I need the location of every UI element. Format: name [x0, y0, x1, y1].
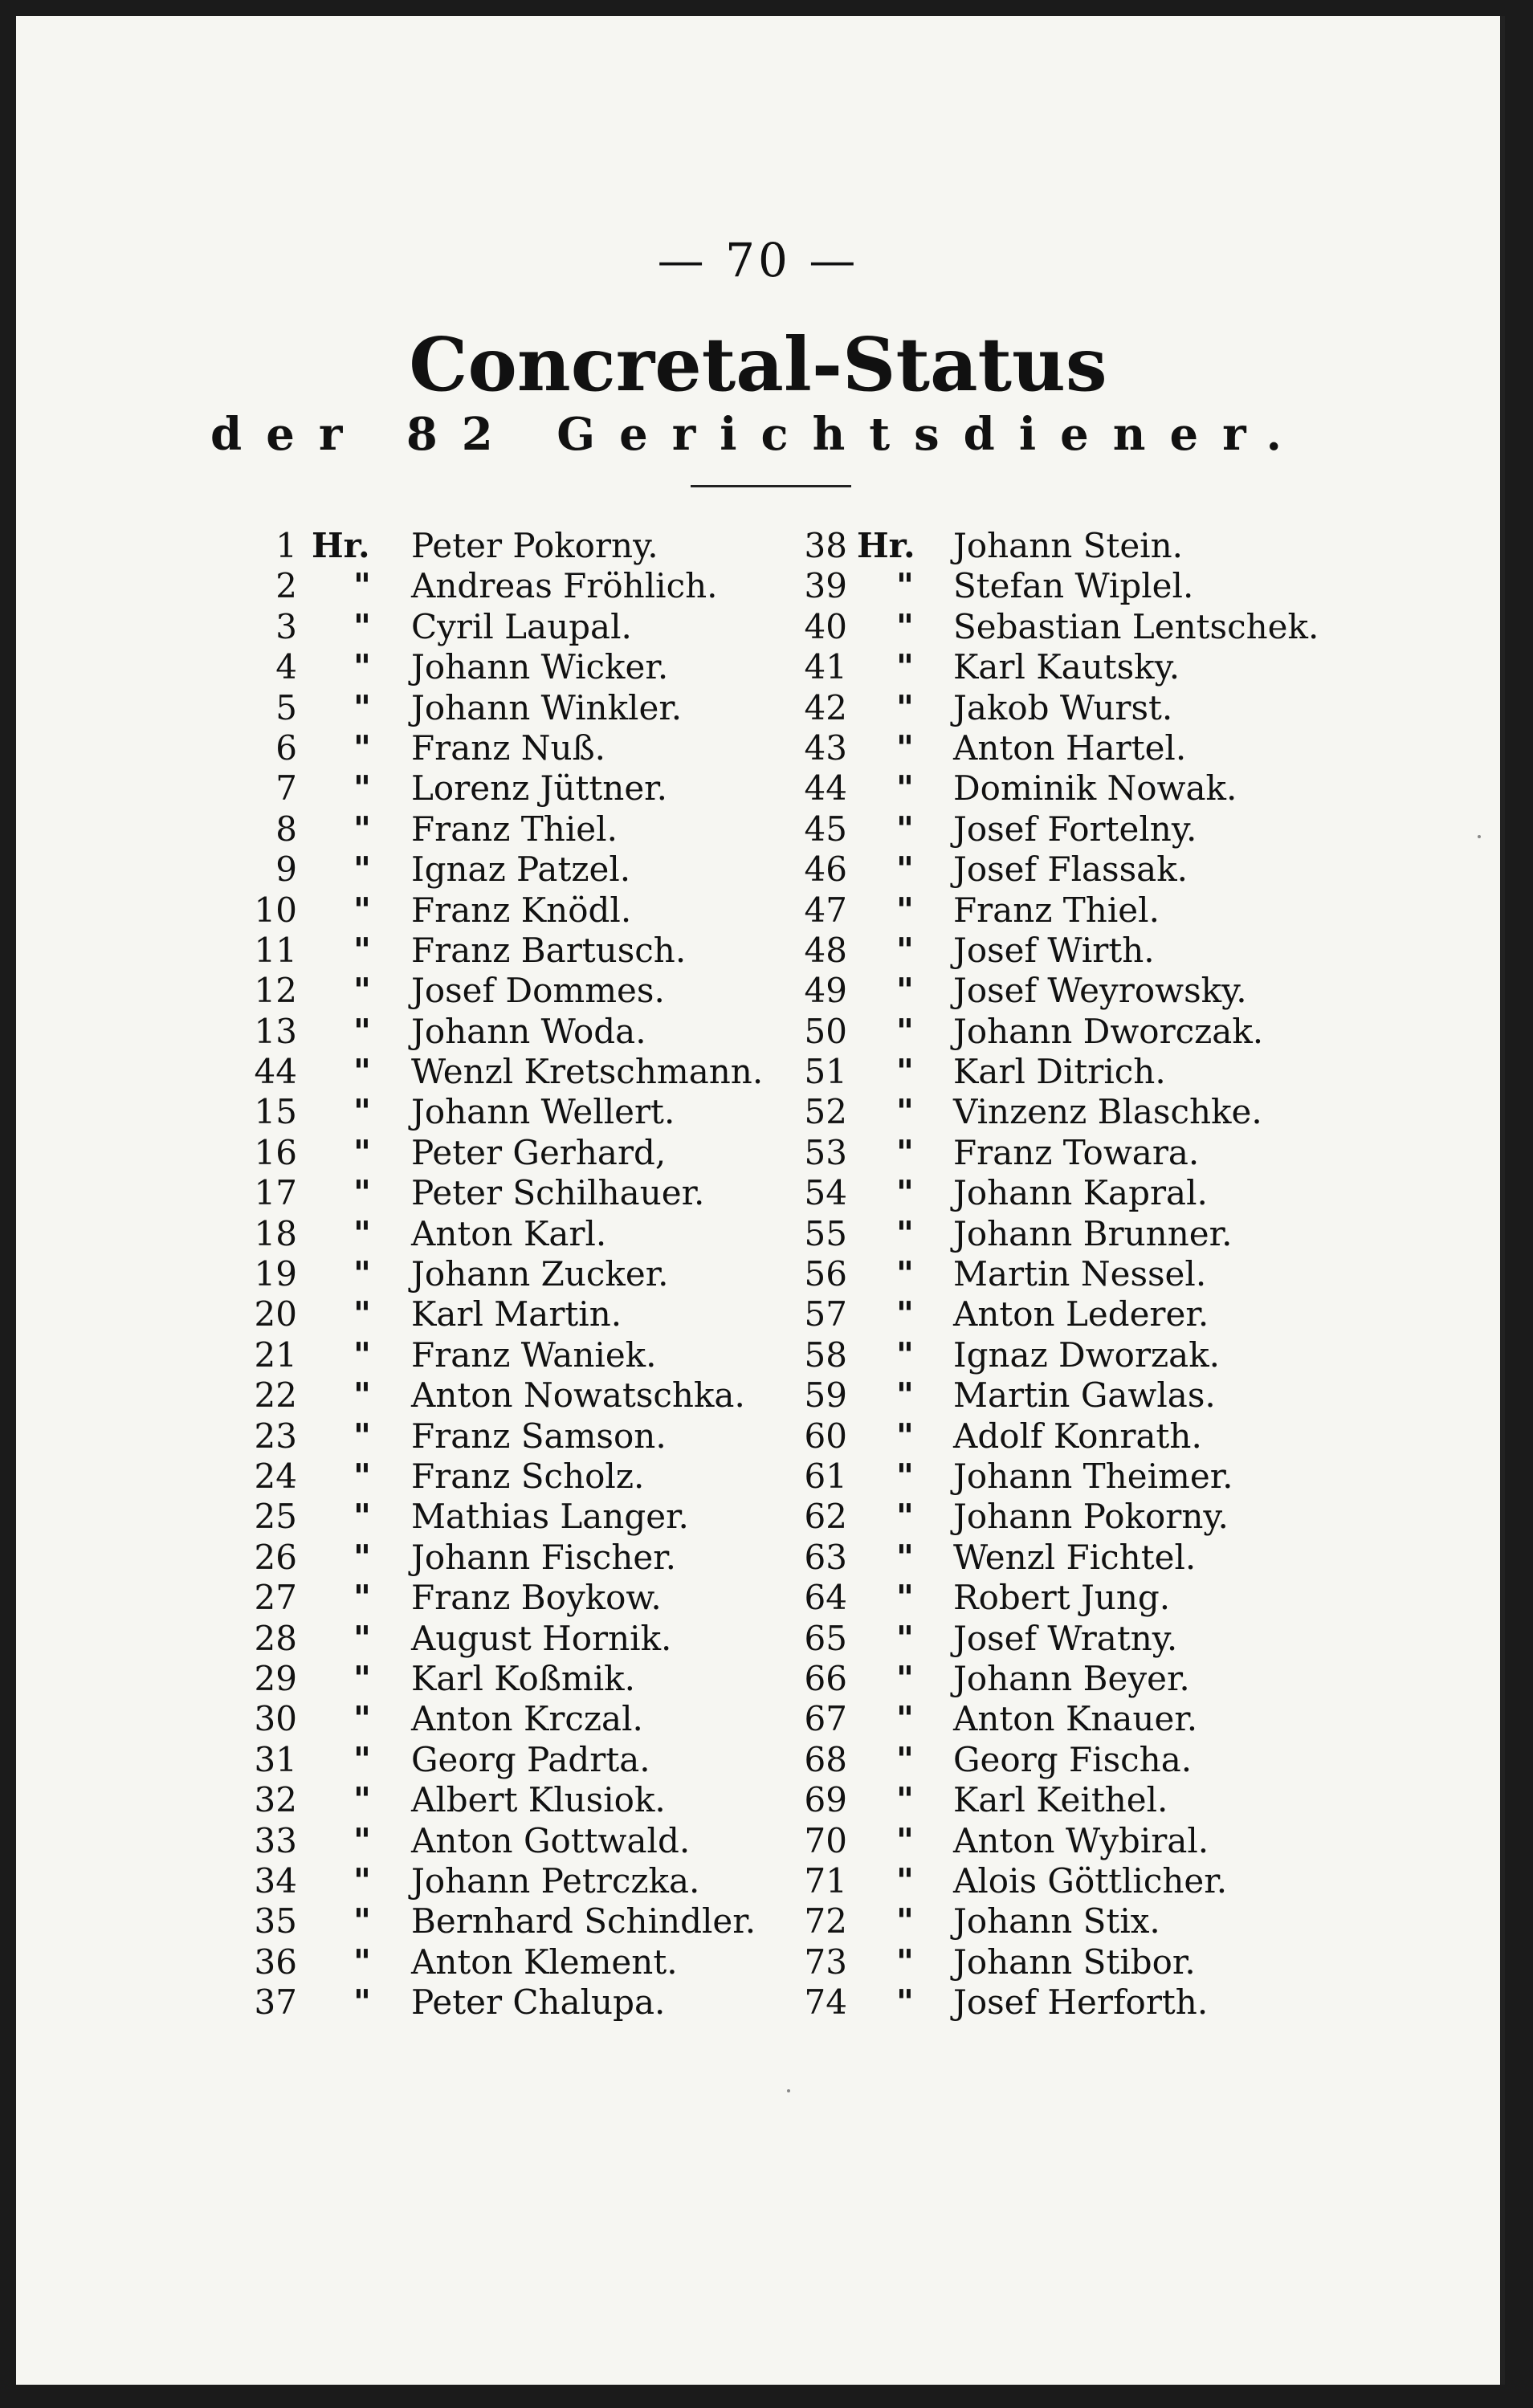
person-name: Peter Pokorny.: [411, 526, 658, 565]
ditto-mark: ": [896, 1416, 914, 1456]
entry-number: 12: [254, 971, 297, 1011]
ditto-mark: ": [353, 1820, 371, 1860]
entry-number: 21: [254, 1334, 297, 1375]
entry-number: 11: [254, 930, 297, 970]
person-name: Wenzl Kretschmann.: [411, 1052, 764, 1092]
entry-number: 27: [254, 1578, 297, 1618]
ditto-mark: ": [353, 1375, 371, 1416]
paper-speck: [787, 2089, 790, 2092]
entry-number: 72: [804, 1901, 847, 1941]
entry-number: 39: [804, 566, 847, 606]
person-name: Anton Klement.: [411, 1941, 678, 1982]
ditto-mark: ": [353, 1618, 371, 1658]
entry-number: 3: [275, 606, 297, 646]
person-name: Lorenz Jüttner.: [411, 768, 667, 809]
person-name: Jakob Wurst.: [953, 687, 1173, 727]
ditto-mark: ": [353, 1213, 371, 1253]
entry-number: 63: [804, 1537, 847, 1577]
ditto-mark: ": [896, 809, 914, 849]
entry-number: 45: [804, 809, 847, 849]
ditto-mark: ": [353, 647, 371, 687]
person-name: Mathias Langer.: [411, 1497, 689, 1537]
ditto-mark: ": [896, 768, 914, 809]
entry-number: 61: [804, 1456, 847, 1496]
ditto-mark: ": [353, 1456, 371, 1496]
entry-number: 18: [254, 1213, 297, 1253]
person-name: Josef Dommes.: [411, 971, 665, 1011]
person-name: Johann Kapral.: [953, 1173, 1208, 1213]
ditto-mark: ": [896, 1011, 914, 1051]
person-name: Anton Hartel.: [953, 727, 1187, 768]
entry-number: 57: [804, 1294, 847, 1334]
ditto-mark: ": [896, 1982, 914, 2023]
person-name: Franz Thiel.: [953, 890, 1160, 930]
person-name: Stefan Wiplel.: [953, 566, 1194, 606]
ditto-mark: ": [353, 1780, 371, 1820]
ditto-mark: ": [353, 768, 371, 809]
person-name: Anton Nowatschka.: [411, 1375, 745, 1416]
ditto-mark: ": [353, 1497, 371, 1537]
document-page: [16, 16, 1505, 2385]
entry-number: 20: [254, 1294, 297, 1334]
person-name: Karl Koßmik.: [411, 1658, 635, 1698]
entry-number: 49: [804, 971, 847, 1011]
person-name: Josef Wirth.: [953, 930, 1155, 970]
ditto-mark: ": [896, 930, 914, 970]
ditto-mark: ": [353, 971, 371, 1011]
entry-number: 68: [804, 1739, 847, 1779]
person-name: Georg Padrta.: [411, 1739, 650, 1779]
entry-number: 29: [254, 1658, 297, 1698]
paper-speck: [1478, 835, 1481, 838]
person-name: Johann Stix.: [953, 1901, 1160, 1941]
person-name: Johann Theimer.: [953, 1456, 1233, 1496]
entry-number: 62: [804, 1497, 847, 1537]
honorific: Hr.: [857, 526, 915, 565]
entry-number: 2: [275, 566, 297, 606]
entry-number: 59: [804, 1375, 847, 1416]
entry-number: 23: [254, 1416, 297, 1456]
person-name: Franz Thiel.: [411, 809, 618, 849]
person-name: Dominik Nowak.: [953, 768, 1237, 809]
entry-number: 65: [804, 1618, 847, 1658]
person-name: Johann Zucker.: [411, 1254, 669, 1294]
person-name: Anton Lederer.: [953, 1294, 1209, 1334]
ditto-mark: ": [353, 1254, 371, 1294]
entry-number: 44: [804, 768, 847, 809]
ditto-mark: ": [896, 890, 914, 930]
person-name: Johann Stein.: [953, 526, 1184, 565]
person-name: Alois Göttlicher.: [953, 1860, 1228, 1901]
entry-number: 28: [254, 1618, 297, 1658]
person-name: Karl Ditrich.: [953, 1052, 1166, 1092]
ditto-mark: ": [896, 1860, 914, 1901]
entry-number: 71: [804, 1860, 847, 1901]
ditto-mark: ": [353, 606, 371, 646]
ditto-mark: ": [353, 1982, 371, 2023]
ditto-mark: ": [896, 1213, 914, 1253]
person-name: Johann Pokorny.: [953, 1497, 1229, 1537]
entry-number: 52: [804, 1092, 847, 1132]
person-name: Franz Scholz.: [411, 1456, 645, 1496]
ditto-mark: ": [896, 1820, 914, 1860]
person-name: Andreas Fröhlich.: [411, 566, 718, 606]
ditto-mark: ": [896, 647, 914, 687]
entry-number: 26: [254, 1537, 297, 1577]
ditto-mark: ": [896, 971, 914, 1011]
page-title: Concretal-Status: [409, 321, 1107, 408]
ditto-mark: ": [353, 1092, 371, 1132]
ditto-mark: ": [353, 1537, 371, 1577]
person-name: Johann Fischer.: [411, 1537, 677, 1577]
entry-number: 60: [804, 1416, 847, 1456]
ditto-mark: ": [896, 1658, 914, 1698]
ditto-mark: ": [353, 1739, 371, 1779]
ditto-mark: ": [896, 1780, 914, 1820]
ditto-mark: ": [353, 687, 371, 727]
person-name: Josef Flassak.: [953, 850, 1188, 890]
ditto-mark: ": [896, 1901, 914, 1941]
person-name: Karl Martin.: [411, 1294, 622, 1334]
entry-number: 6: [275, 727, 297, 768]
person-name: Josef Wratny.: [953, 1618, 1178, 1658]
person-name: Bernhard Schindler.: [411, 1901, 756, 1941]
entry-number: 42: [804, 687, 847, 727]
entry-number: 55: [804, 1213, 847, 1253]
person-name: Ignaz Patzel.: [411, 850, 631, 890]
person-name: Johann Brunner.: [953, 1213, 1233, 1253]
ditto-mark: ": [353, 930, 371, 970]
ditto-mark: ": [353, 1658, 371, 1698]
person-name: Josef Weyrowsky.: [953, 971, 1247, 1011]
ditto-mark: ": [896, 850, 914, 890]
ditto-mark: ": [896, 1173, 914, 1213]
ditto-mark: ": [896, 1092, 914, 1132]
ditto-mark: ": [896, 1052, 914, 1092]
ditto-mark: ": [896, 1618, 914, 1658]
entry-number: 9: [275, 850, 297, 890]
ditto-mark: ": [896, 1375, 914, 1416]
ditto-mark: ": [896, 566, 914, 606]
person-name: Johann Winkler.: [411, 687, 683, 727]
entry-number: 66: [804, 1658, 847, 1698]
person-name: Martin Gawlas.: [953, 1375, 1216, 1416]
ditto-mark: ": [896, 1497, 914, 1537]
ditto-mark: ": [353, 809, 371, 849]
ditto-mark: ": [896, 727, 914, 768]
entry-number: 1: [275, 526, 297, 565]
entry-number: 38: [804, 526, 847, 565]
person-name: Cyril Laupal.: [411, 606, 632, 646]
person-name: Peter Schilhauer.: [411, 1173, 705, 1213]
entry-number: 54: [804, 1173, 847, 1213]
person-name: Franz Samson.: [411, 1416, 667, 1456]
person-name: Johann Dworczak.: [953, 1011, 1264, 1051]
ditto-mark: ": [353, 1132, 371, 1172]
person-name: Anton Karl.: [411, 1213, 607, 1253]
entry-number: 7: [275, 768, 297, 809]
page-subtitle: der 82 Gerichtsdiener.: [210, 408, 1306, 461]
person-name: Wenzl Fichtel.: [953, 1537, 1197, 1577]
person-name: Johann Stibor.: [953, 1941, 1196, 1982]
entry-number: 67: [804, 1699, 847, 1739]
person-name: Georg Fischa.: [953, 1739, 1193, 1779]
ditto-mark: ": [896, 1739, 914, 1779]
entry-number: 34: [254, 1860, 297, 1901]
entry-number: 44: [254, 1052, 297, 1092]
ditto-mark: ": [896, 606, 914, 646]
entry-number: 17: [254, 1173, 297, 1213]
ditto-mark: ": [353, 1052, 371, 1092]
entry-number: 25: [254, 1497, 297, 1537]
entry-number: 41: [804, 647, 847, 687]
ditto-mark: ": [896, 1537, 914, 1577]
person-name: Johann Beyer.: [953, 1658, 1190, 1698]
entry-number: 16: [254, 1132, 297, 1172]
ditto-mark: ": [353, 1699, 371, 1739]
entry-number: 58: [804, 1334, 847, 1375]
ditto-mark: ": [896, 1699, 914, 1739]
person-name: Martin Nessel.: [953, 1254, 1207, 1294]
person-name: Franz Towara.: [953, 1132, 1200, 1172]
person-name: August Hornik.: [411, 1618, 672, 1658]
entry-number: 30: [254, 1699, 297, 1739]
entry-number: 70: [804, 1820, 847, 1860]
entry-number: 64: [804, 1578, 847, 1618]
entry-number: 10: [254, 890, 297, 930]
ditto-mark: ": [896, 1941, 914, 1982]
person-name: Anton Knauer.: [953, 1699, 1198, 1739]
person-name: Karl Keithel.: [953, 1780, 1168, 1820]
entry-number: 74: [804, 1982, 847, 2023]
entry-number: 33: [254, 1820, 297, 1860]
entry-number: 51: [804, 1052, 847, 1092]
honorific: Hr.: [312, 526, 370, 565]
entry-number: 56: [804, 1254, 847, 1294]
person-name: Anton Krczal.: [411, 1699, 643, 1739]
ditto-mark: ": [896, 1294, 914, 1334]
entry-number: 36: [254, 1941, 297, 1982]
entry-number: 37: [254, 1982, 297, 2023]
person-name: Johann Woda.: [411, 1011, 646, 1051]
person-name: Peter Chalupa.: [411, 1982, 666, 2023]
entry-number: 73: [804, 1941, 847, 1982]
person-name: Vinzenz Blaschke.: [953, 1092, 1262, 1132]
person-name: Franz Waniek.: [411, 1334, 657, 1375]
page-number: — 70 —: [657, 233, 859, 287]
ditto-mark: ": [353, 1860, 371, 1901]
entry-number: 40: [804, 606, 847, 646]
person-name: Franz Nuß.: [411, 727, 605, 768]
entry-number: 19: [254, 1254, 297, 1294]
entry-number: 48: [804, 930, 847, 970]
entry-number: 13: [254, 1011, 297, 1051]
ditto-mark: ": [353, 890, 371, 930]
entry-number: 35: [254, 1901, 297, 1941]
person-name: Karl Kautsky.: [953, 647, 1180, 687]
entry-number: 15: [254, 1092, 297, 1132]
entry-number: 53: [804, 1132, 847, 1172]
ditto-mark: ": [353, 850, 371, 890]
ditto-mark: ": [896, 1578, 914, 1618]
ditto-mark: ": [353, 727, 371, 768]
entry-number: 24: [254, 1456, 297, 1496]
ditto-mark: ": [896, 687, 914, 727]
person-name: Ignaz Dworzak.: [953, 1334, 1221, 1375]
person-name: Sebastian Lentschek.: [953, 606, 1319, 646]
entry-number: 32: [254, 1780, 297, 1820]
ditto-mark: ": [353, 1011, 371, 1051]
ditto-mark: ": [353, 1416, 371, 1456]
person-name: Josef Fortelny.: [953, 809, 1197, 849]
person-name: Josef Herforth.: [953, 1982, 1209, 2023]
ditto-mark: ": [896, 1132, 914, 1172]
entry-number: 69: [804, 1780, 847, 1820]
person-name: Franz Bartusch.: [411, 930, 687, 970]
title-divider: [691, 485, 851, 487]
person-name: Johann Wellert.: [411, 1092, 675, 1132]
entry-number: 43: [804, 727, 847, 768]
entry-number: 4: [275, 647, 297, 687]
ditto-mark: ": [353, 1334, 371, 1375]
ditto-mark: ": [353, 1173, 371, 1213]
entry-number: 22: [254, 1375, 297, 1416]
person-name: Adolf Konrath.: [953, 1416, 1202, 1456]
ditto-mark: ": [353, 1941, 371, 1982]
entry-number: 50: [804, 1011, 847, 1051]
person-name: Albert Klusiok.: [411, 1780, 666, 1820]
ditto-mark: ": [353, 1901, 371, 1941]
ditto-mark: ": [353, 566, 371, 606]
entry-number: 8: [275, 809, 297, 849]
person-name: Johann Wicker.: [411, 647, 669, 687]
person-name: Robert Jung.: [953, 1578, 1171, 1618]
person-name: Anton Gottwald.: [411, 1820, 691, 1860]
person-name: Franz Knödl.: [411, 890, 632, 930]
entry-number: 47: [804, 890, 847, 930]
ditto-mark: ": [353, 1294, 371, 1334]
person-name: Anton Wybiral.: [953, 1820, 1209, 1860]
entry-number: 5: [275, 687, 297, 727]
ditto-mark: ": [896, 1334, 914, 1375]
entry-number: 31: [254, 1739, 297, 1779]
ditto-mark: ": [353, 1578, 371, 1618]
person-name: Johann Petrczka.: [411, 1860, 700, 1901]
ditto-mark: ": [896, 1254, 914, 1294]
person-name: Peter Gerhard,: [411, 1132, 667, 1172]
entry-number: 46: [804, 850, 847, 890]
person-name: Franz Boykow.: [411, 1578, 662, 1618]
ditto-mark: ": [896, 1456, 914, 1496]
